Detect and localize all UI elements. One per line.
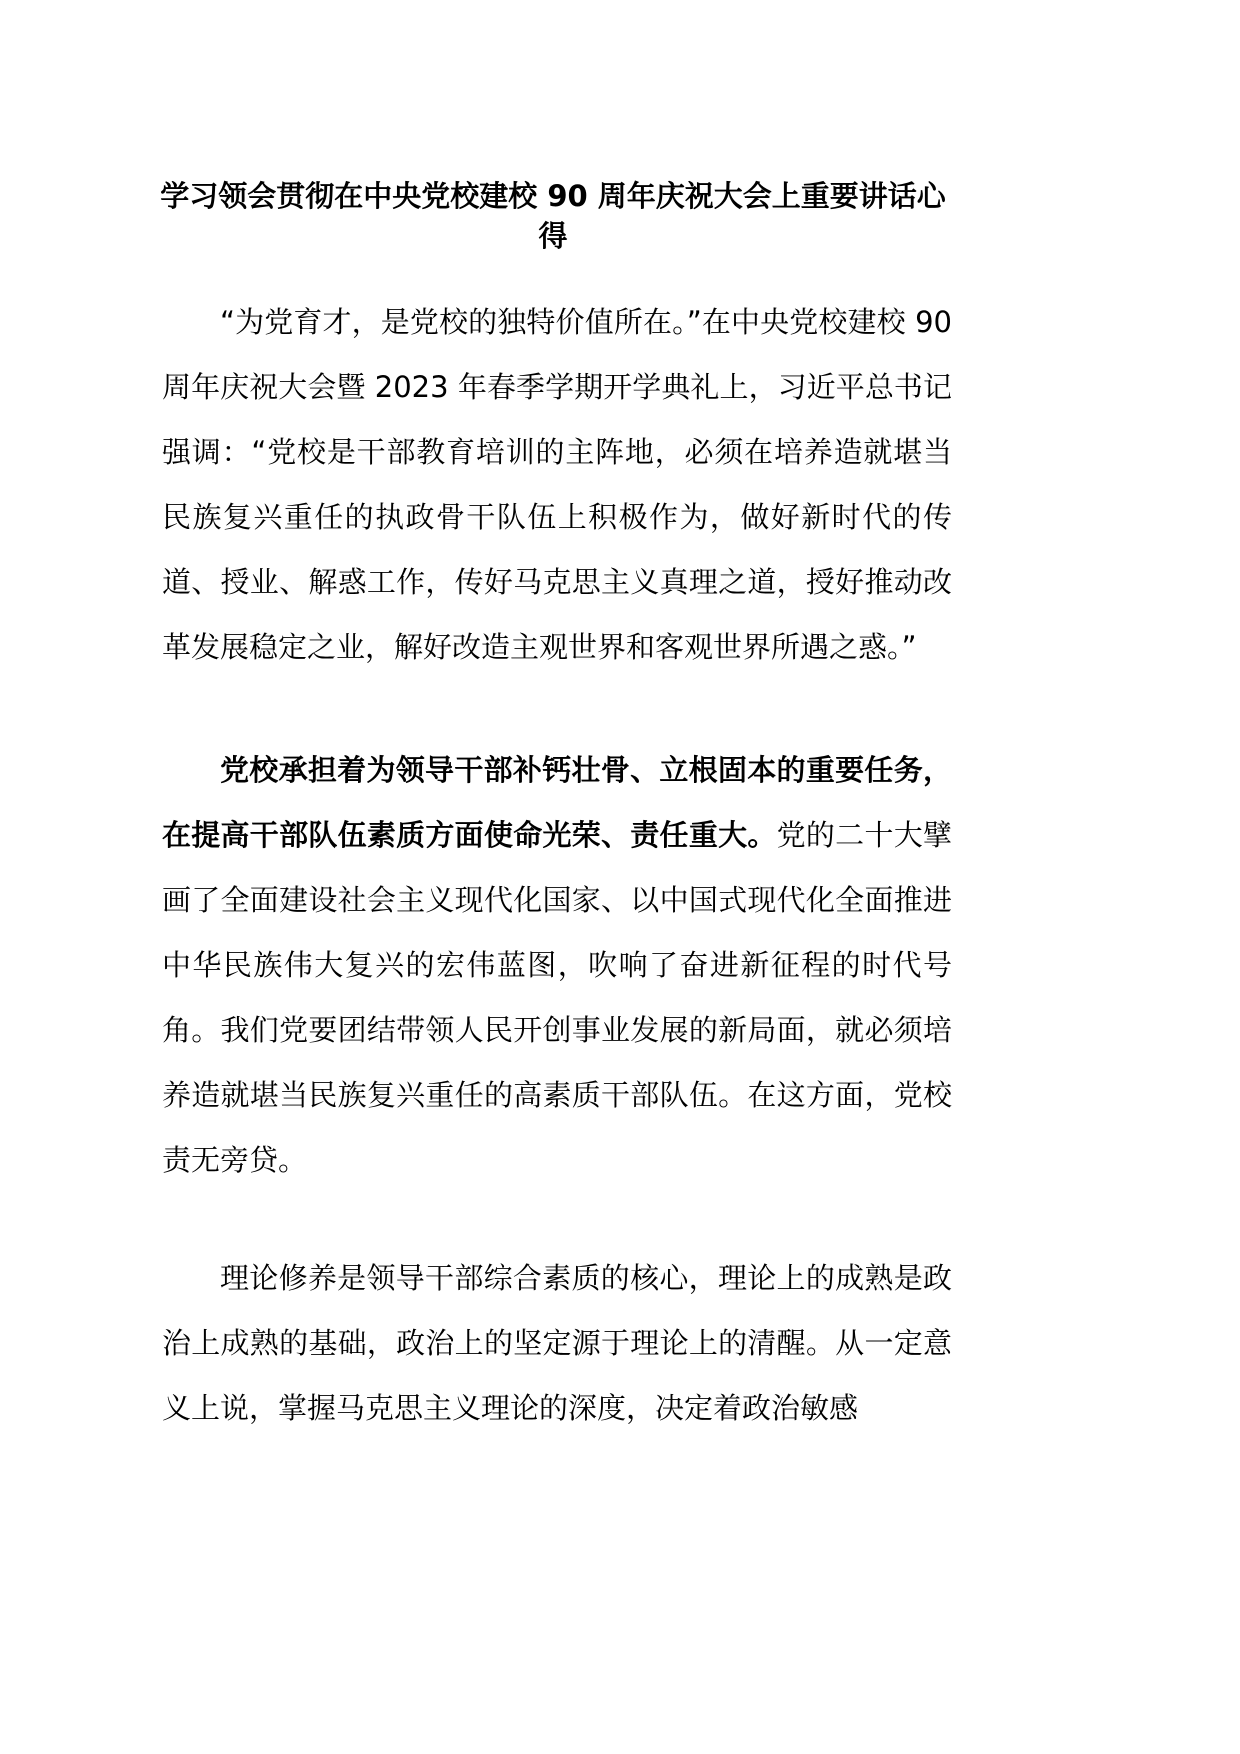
paragraph-2-text: 党的二十大擘画了全面建设社会主义现代化国家、以中国式现代化全面推进中华民族伟大复兴的宏伟蓝图，吹响了奋进新征程的时代号角。我们党要团结带领人民开创事业发展的新局面，就必须培养造就堪当民族复兴重任的高素质干部队伍。在这方面，党校责无旁贷。 (162, 818, 952, 1177)
paragraph-2 (162, 738, 952, 1193)
paragraph-3-text: 理论修养是领导干部综合素质的核心，理论上的成熟是政治上成熟的基础，政治上的坚定源于理论上的清醒。从一定意义上说，掌握马克思主义理论的深度，决定着政治敏感 (162, 1261, 952, 1425)
document-title: 学习领会贯彻在中央党校建校 90 周年庆祝大会上重要讲话心得 (160, 179, 946, 253)
paragraph-3 (162, 1246, 952, 1441)
paragraph-1-text: “为党育才，是党校的独特价值所在。”在中央党校建校 90 周年庆祝大会暨 2023 年春季学期开学典礼上，习近平总书记强调：“党校是干部教育培训的主阵地，必须在培养造就堪当民族复兴重任的执政骨干队伍上积极作为，做好新时代的传道、授业、解惑工作，传好马克思主义真理之道，授好推动改革发展稳定之业，解好改造主观世界和客观世界所遇之惑。” (162, 305, 952, 664)
paragraph-1 (162, 290, 952, 680)
paragraph-2-bold-lead: 党校承担着为领导干部补钙壮骨、立根固本的重要任务，在提高干部队伍素质方面使命光荣、责任重大。 (162, 753, 952, 852)
